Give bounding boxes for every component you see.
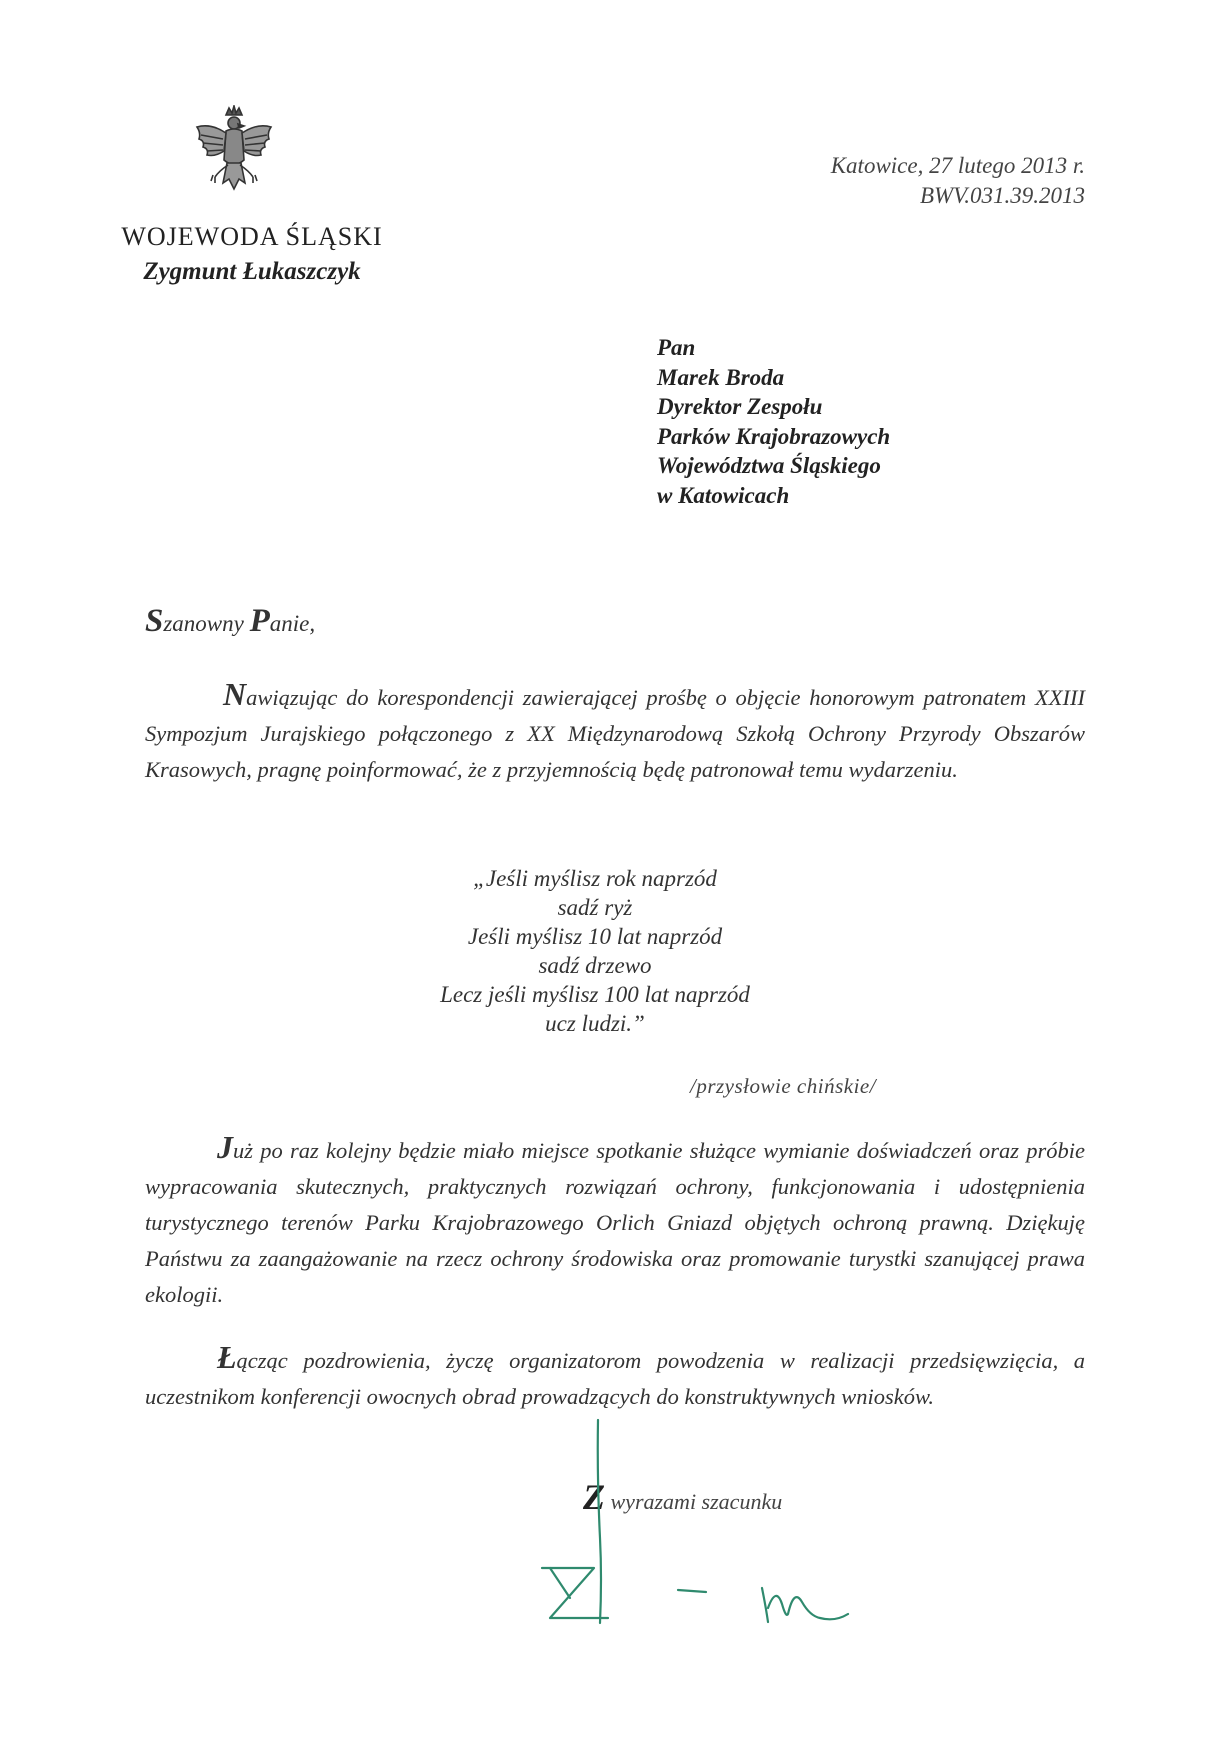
place-date: Katowice, 27 lutego 2013 r. — [830, 153, 1085, 178]
paragraph-initial: J — [217, 1129, 233, 1165]
quote-line: ucz ludzi.” — [545, 1011, 645, 1036]
paragraph-text: uż po raz kolejny będzie miało miejsce spotkanie służące wymianie doświadczeń oraz próbie wypracowania skutecznych, praktycznych rozwiązań ochrony, funkcjonowania i udostępnienia turystycznego terenów Parku Krajobrazowego Orlich Gniazd objętych ochroną prawną. Dziękuję Państwu za zaangażowanie na rzecz ochrony środowiska oraz promowanie turystki szanującej prawa ekologii. — [145, 1138, 1085, 1307]
body-paragraph-2 — [145, 1129, 1085, 1313]
handwritten-signature — [530, 1418, 890, 1628]
salutation — [145, 603, 315, 640]
recipient-block — [657, 333, 890, 510]
paragraph-text: ącząc pozdrowienia, życzę organizatorom powodzenia w realizacji przedsięwzięcia, a uczestnikom konferencji owocnych obrad prowadzących do konstruktywnych wniosków. — [145, 1348, 1085, 1409]
quote-line: „Jeśli myślisz rok naprzód — [473, 866, 717, 891]
recipient-line: Parków Krajobrazowych — [657, 423, 891, 449]
quote-source: /przysłowie chińskie/ — [690, 1074, 877, 1098]
recipient-line: Dyrektor Zespołu — [657, 394, 823, 419]
official-name: Zygmunt Łukaszczyk — [143, 258, 361, 285]
reference-number: BWV.031.39.2013 — [919, 183, 1085, 208]
recipient-line: Województwa Śląskiego — [657, 453, 881, 478]
closing-text: wyrazami szacunku — [605, 1489, 783, 1514]
body-paragraph-1 — [145, 676, 1085, 788]
body-paragraph-3 — [145, 1339, 1085, 1415]
quote-line: Lecz jeśli myślisz 100 lat naprzód — [440, 982, 750, 1007]
paragraph-initial: Ł — [217, 1339, 237, 1375]
quote-line: Jeśli myślisz 10 lat naprzód — [467, 924, 723, 949]
closing-initial: Z — [583, 1477, 605, 1517]
quote-line: sadź drzewo — [538, 953, 652, 978]
salutation-initial: P — [249, 603, 270, 639]
salutation-text: anie, — [269, 611, 316, 636]
quote-line: sadź ryż — [557, 895, 633, 920]
office-title: WOJEWODA ŚLĄSKI — [121, 222, 383, 251]
paragraph-initial: N — [223, 676, 247, 712]
paragraph-text: awiązując do korespondencji zawierającej prośbę o objęcie honorowym patronatem XXIII Sympozjum Jurajskiego połączonego z XX Międzynarodową Szkołą Ochrony Przyrody Obszarów Krasowych, pragnę poinformować, że z przyjemnością będę patronował temu wydarzeniu. — [145, 685, 1085, 782]
salutation-initial: S — [145, 603, 164, 639]
recipient-line: w Katowicach — [657, 482, 790, 508]
salutation-text: zanowny — [163, 611, 250, 636]
recipient-line: Marek Broda — [657, 364, 785, 390]
polish-eagle-emblem-icon — [193, 105, 275, 205]
proverb-quote — [400, 864, 790, 1038]
recipient-line: Pan — [657, 335, 696, 360]
